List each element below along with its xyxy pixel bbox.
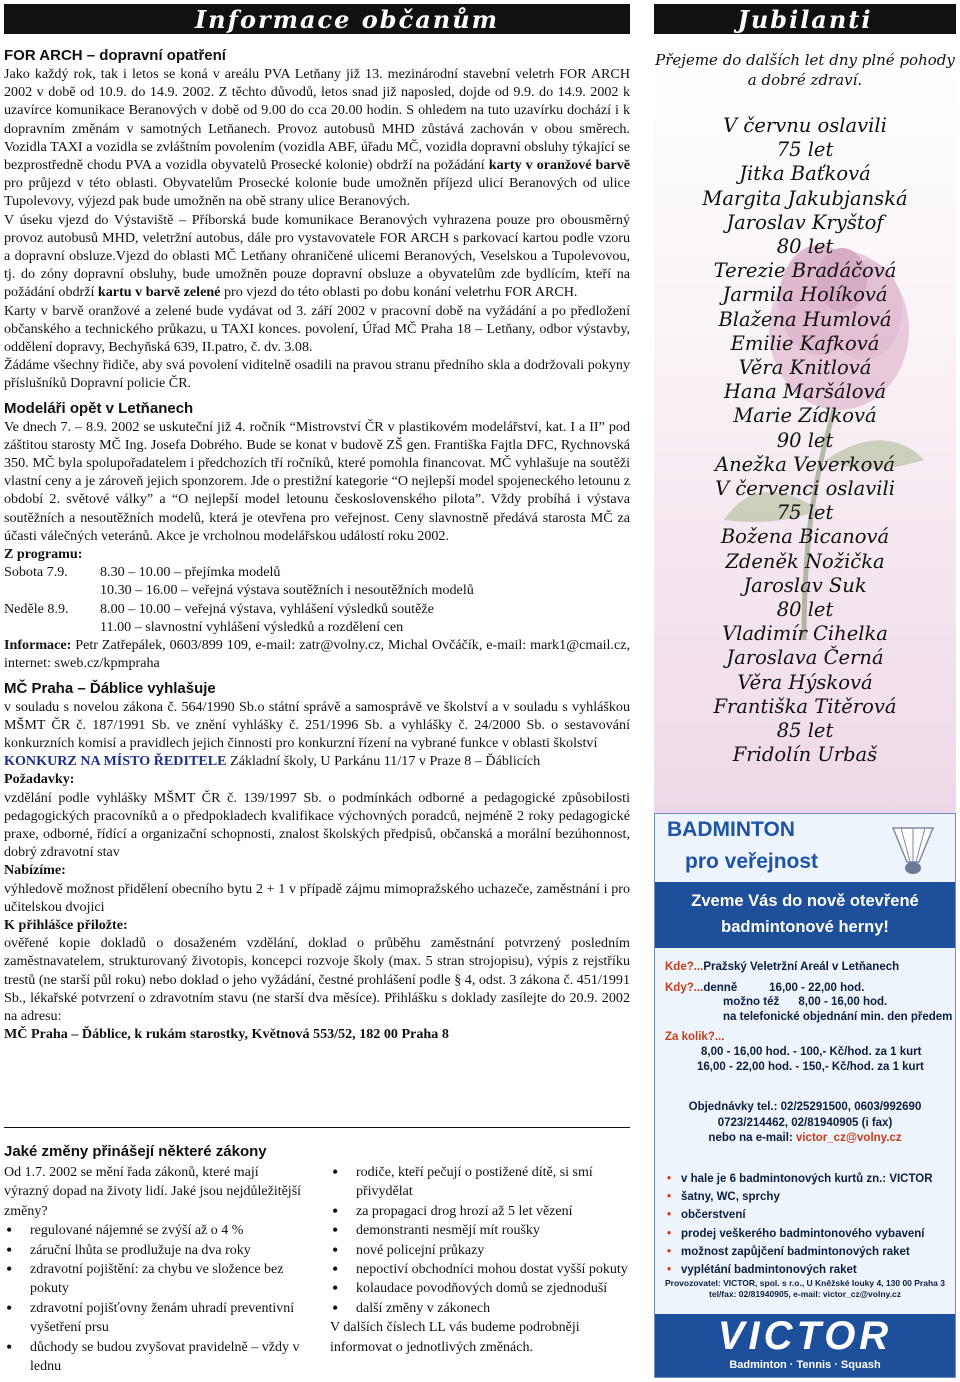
list-item: • nové policejní průkazy	[330, 1241, 630, 1260]
invitation-band	[655, 882, 955, 948]
list-item: • zdravotní pojišťovny ženám uhradí preventivní vyšetření prsu	[4, 1299, 306, 1338]
when-line2: možno též 8,00 - 16,00 hod.	[723, 996, 888, 1009]
jubilanti-line: Anežka Veverková	[714, 452, 895, 476]
orders-line1: Objednávky tel.: 02/25291500, 0603/992690	[688, 1101, 922, 1113]
article-zakony-intro: Od 1.7. 2002 se mění řada zákonů, které mají výrazný dopad na životy lidí. Jaké jsou nejdůležitější změny?	[4, 1165, 302, 1219]
jubilanti-header	[654, 4, 956, 34]
invitation-line1: Zveme Vás do nově otevřené	[691, 892, 919, 910]
feature-item: • prodej veškerého badmintonového vybavení	[667, 1225, 933, 1243]
jubilanti-line: Hana Maršálová	[723, 380, 887, 404]
article-dablice-title: MČ Praha – Ďáblice vyhlašuje	[4, 679, 216, 697]
program-schedule	[4, 563, 630, 636]
schedule-day	[4, 581, 100, 599]
article-dablice-p1: v souladu s novelou zákona č. 564/1990 Sb.o státní správě a samosprávě ve školství a v souladu s vyhláškou MŠMT ČR č. 187/1991 Sb. ve znění vyhlášky č. 251/1996 Sb. a vyhlášky č. 24/2000 Sb. o sestavování konkurzních komisí a pravidlech jejich činnosti pro konkurzní řízení na vybrané funkce v oblasti školství	[4, 698, 630, 751]
schedule-item: 11.00 – slavnostní vyhlášení výsledků a rozdělení cen	[100, 618, 404, 635]
victor-logo-text: VICTOR	[717, 1314, 893, 1358]
jubilanti-line: Terezie Bradáčová	[713, 259, 897, 283]
orders	[655, 1100, 955, 1147]
schedule-day: Neděle 8.9.	[4, 600, 69, 617]
jubilanti-line: Emilie Kafková	[730, 331, 880, 355]
jubilanti-line: Věra Knitlová	[738, 356, 872, 380]
jubilanti-line: Jarmila Holíková	[722, 283, 888, 307]
jubilanti-list	[654, 114, 956, 767]
article-zakony-title: Jaké změny přinášejí některé zákony	[4, 1143, 267, 1160]
badminton-info	[665, 960, 952, 1074]
invitation-line2: badmintonové herny!	[721, 918, 889, 936]
when-line3: na telefonické objednání min. den předem	[723, 1010, 953, 1023]
when-line1: denně 16,00 - 22,00 hod.	[703, 981, 865, 994]
provider-info	[655, 1278, 955, 1300]
schedule-day: Sobota 7.9.	[4, 564, 68, 581]
jubilanti-line: Vladimír Cihelka	[722, 622, 888, 646]
article-forarch-p4: Žádáme všechny řidiče, aby svá povolení viditelně osadili na pravou stranu předního skla a dodržovali pokyny příslušníků Dopravní policie ČR.	[4, 357, 630, 392]
article-forarch-p1: Jako každý rok, tak i letos se koná v areálu PVA Letňany již 13. mezinárodní stavební veletrh FOR ARCH 2002 v době od 10.9. do 14.9. 2002. Z těchto důvodů, letos snad již naposled, dojde od 9.9. do 14.9. 2002 k uzavírce komunikace Beranových v době od 9.00 do cca 20.00 hodin. S ohledem na tuto uzavírku dochází i k dopravním změnám v samotných Letňanech. Provoz autobusů MHD zůstává zachován v obou směrech. Vozidla TAXI a vozidla se zvláštním povolením (vozidla ABF, úřadu MČ, vozidla dopravní obsluhy týkající se bezprostředně chodu PVA a vozidla obyvatelů Prosecké kolonie) obdrží na požádání karty v oranžové barvě pro průjezd v této oblasti. Obyvatelům Prosecké kolonie bude umožněn příjezd ulicí Beranových od ulice Tupolevovy, výjezd pak bude umožněn na obě strany ulice Beranových.	[4, 66, 631, 210]
jubilanti-line: 80 let	[776, 598, 834, 622]
jubilanti-intro: Přejeme do dalších let dny plné pohody a dobré zdraví.	[655, 51, 955, 89]
where-text: Pražský Veletržní Areál v Letňanech	[703, 961, 900, 973]
jubilanti-panel	[654, 40, 956, 813]
jubilanti-line: 75 let	[776, 501, 834, 525]
requirements-text: vzdělání podle vyhlášky MŠMT ČR č. 139/1997 Sb. o podmínkách odborné a pedagogické způsobilosti pedagogických pracovníků a o předpokladech kvalifikace výchovných poradců, nejméně 2 roky pedagogické praxe, odborné, řídící a organizační schopnosti, znalost školských předpisů, občanská a morální bezúhonnost, dobrý zdravotní stav	[4, 789, 630, 861]
attachments-text: ověřené kopie dokladů o dosaženém vzdělání, doklad o průběhu zaměstnání potvrzený posledním zaměstnavatelem, strukturovaný životopis, koncepci rozvoje školy (max. 5 stran strojopisu), výpis z rejstříku trestů (ne starší půl roku) nebo doklad o jeho vyžádání, čestné prohlášení podle § 4, odst. 3 zákona č. 451/1991 Sb., lékařské potvrzení o zdravotním stavu (ne starší dva měsíce). Přihlášku s doklady zasílejte do 20.9. 2002 na adresu:	[4, 935, 630, 1024]
schedule-item: 8.30 – 10.00 – přejímka modelů	[100, 564, 281, 581]
jubilanti-line: Věra Hýsková	[737, 670, 873, 694]
feature-item: • v hale je 6 badmintonových kurtů zn.: VICTOR	[667, 1170, 933, 1188]
list-item: • kolaudace povodňových domů se zjednoduší	[330, 1279, 630, 1298]
jubilanti-line: Fridolín Urbaš	[732, 743, 878, 767]
jubilanti-line: Marie Zídková	[733, 404, 877, 428]
offer-label: Nabízíme:	[4, 862, 66, 879]
informace-header	[4, 4, 630, 34]
jubilanti-line: 80 let	[776, 235, 834, 259]
main-articles	[4, 46, 630, 1043]
informace-header-title: Informace občanům	[194, 4, 500, 34]
article-modelari-title: Modeláři opět v Letňanech	[4, 399, 194, 417]
orders-line3: nebo na e-mail: victor_cz@volny.cz	[708, 1132, 902, 1145]
list-item: • za propagaci drog hrozí až 5 let vězení	[330, 1202, 630, 1221]
section-divider	[4, 1127, 630, 1128]
offer-text: výhledově možnost přidělení obecního bytu 2 + 1 v případě zájmu mimopražského uchazeče, zaměstnání i pro učitelskou dvojici	[4, 880, 630, 915]
jubilanti-line: 85 let	[776, 719, 834, 743]
feature-item: • šatny, WC, sprchy	[667, 1188, 933, 1206]
price-label: Za kolik?...	[665, 1031, 725, 1044]
jubilanti-line: Jitka Baťková	[739, 162, 871, 186]
article-zakony-right	[330, 1163, 630, 1357]
article-modelari-info: Informace: Petr Zatřepálek, 0603/899 109, e-mail: zatr@volny.cz, Michal Ovčáčík, e-mail: mark1@cmail.cz, internet: sweb.cz/kpmpraha	[4, 637, 630, 672]
article-forarch-p2: V úseku vjezd do Výstaviště – Příborská bude komunikace Beranových vyhrazena pouze pro obousměrný provoz autobusů MHD, veletržní autobus, dále pro vystavovatele FOR ARCH s parkovací kartou podle vzoru a dopravní obsluze.Vjezd do oblasti MČ Letňany ohraničené ulicemi Beranových, Veselskou a Tupolevovou, tj. do zóny dopravní obsluhy, bude umožněn pouze dopravní obsluze a obyvatelům zde bydlícím, kteří na požádání obdrží kartu v barvě zelené pro vjezd do této oblasti po dobu konání veletrhu FOR ARCH.	[4, 211, 630, 301]
list-item: • další změny v zákonech	[330, 1299, 630, 1318]
badminton-subtitle: pro veřejnost	[685, 850, 819, 873]
jubilanti-line: 75 let	[776, 138, 834, 162]
schedule-item: 8.00 – 10.00 – veřejná výstava, vyhlášení výsledků soutěže	[100, 600, 434, 617]
feature-item: • občerstvení	[667, 1206, 933, 1224]
price-line1: 8,00 - 16,00 hod. - 100,- Kč/hod. za 1 kurt	[701, 1045, 922, 1058]
jubilanti-line: Margita Jakubjanská	[702, 186, 908, 210]
list-item: • demonstranti nesmějí mít roušky	[330, 1221, 630, 1240]
victor-logo-subtitle: Badminton · Tennis · Squash	[729, 1359, 881, 1371]
article-zakony-closing: V dalších číslech LL vás budeme podrobněji informovat o jednotlivých změnách.	[330, 1320, 580, 1355]
article-zakony-left	[4, 1163, 306, 1376]
article-modelari-p1: Ve dnech 7. – 8.9. 2002 se uskuteční již 4. ročník “Mistrovství ČR v plastikovém modelářství, kat. I a II” pod záštitou starosty MČ Ing. Josefa Dobrého. Bude se konat v budově ZŠ gen. Františka Fajtla DFC, Rychnovská 350. MČ byla spolupořadatelem i předchozích tří ročníků, které pomohla financovat. MČ vyhlašuje na soutěži vlastní ceny a je zároveň jejich sponzorem. Jde o prestižní kategorie “O nejlepší model spojeneckého letounu z období 2. světové války” a “O nejlepší model letounu československého pilota”. Vždy probíhá i výstava soutěžních a nesoutěžních modelů, která je otevřena pro veřejnost. Ceny slavnostně předává starosta MČ za účasti válečných veteránů. Akce je vrcholnou modelářskou událostí roku 2002.	[4, 418, 630, 544]
jubilanti-line: Božena Bicanová	[720, 525, 890, 549]
list-item: • rodiče, kteří pečují o postižené dítě, si smí přivydělat	[330, 1163, 630, 1202]
program-label: Z programu:	[4, 546, 83, 563]
when-label: Kdy?...	[665, 981, 704, 994]
jubilanti-line: Jaroslava Černá	[726, 646, 884, 670]
badminton-title: BADMINTON	[667, 818, 795, 841]
dablice-address: MČ Praha – Ďáblice, k rukám starostky, Květnová 553/52, 182 00 Praha 8	[4, 1026, 449, 1043]
badminton-advert	[654, 813, 956, 1378]
attachments-label: K přihlášce přiložte:	[4, 916, 128, 933]
orders-email-link[interactable]: victor_cz@volny.cz	[795, 1132, 902, 1145]
orders-line2: 0723/214462, 02/81940905 (i fax)	[717, 1116, 893, 1129]
victor-logo	[655, 1314, 955, 1378]
list-item: • zdravotní pojištění: za chybu ve složence bez pokuty	[4, 1260, 306, 1299]
requirements-label: Požadavky:	[4, 771, 75, 788]
schedule-item: 10.30 – 16.00 – veřejná výstava soutěžních i nesoutěžních modelů	[100, 582, 474, 599]
jubilanti-line: Zdeněk Nožička	[725, 549, 885, 573]
provider-line2: tel/fax: 02/81940905, e-mail: victor_cz@volny.cz	[709, 1289, 901, 1299]
provider-line1: Provozovatel: VICTOR, spol. s r.o., U Kněžské louky 4, 130 00 Praha 3	[665, 1278, 945, 1288]
feature-item: • vyplétání badmintonových raket	[667, 1261, 933, 1279]
shuttlecock-icon	[885, 822, 941, 878]
where-label: Kde?...	[665, 961, 704, 973]
article-forarch-title: FOR ARCH – dopravní opatření	[4, 47, 226, 64]
list-item: • důchody se budou zvyšovat pravidelně – vždy v lednu	[4, 1338, 306, 1377]
jubilanti-line: Jaroslav Kryštof	[726, 210, 884, 234]
price-line2: 16,00 - 22,00 hod. - 150,- Kč/hod. za 1 kurt	[697, 1060, 924, 1073]
article-forarch-p3: Karty v barvě oranžové a zelené bude vydávat od 3. září 2002 v pracovní době na vyžádání a po předložení občanského a technického průkazu, u TAXI konces. povolení, Úřad MČ Praha 18 – Letňany, odbor výstavby, oddělení dopravy, Bechyňská 639, II.patro, č. dv. 3.08.	[4, 302, 630, 356]
jubilanti-line: Blažena Humlová	[718, 307, 892, 331]
jubilanti-line: V červenci oslavili	[715, 477, 895, 501]
jubilanti-line: 90 let	[776, 428, 834, 452]
list-item: • záruční lhůta se prodlužuje na dva roky	[4, 1241, 306, 1260]
schedule-day	[4, 618, 100, 636]
list-item: • nepoctiví obchodníci mohou dostat vyšší pokuty	[330, 1260, 630, 1279]
badminton-features	[667, 1170, 933, 1279]
zakony-list-left	[4, 1221, 306, 1376]
jubilanti-line: V červnu oslavili	[723, 114, 887, 137]
list-item: • regulované nájemné se zvýší až o 4 %	[4, 1221, 306, 1240]
feature-item: • možnost zapůjčení badmintonových raket	[667, 1243, 933, 1261]
jubilanti-line: Františka Titěrová	[713, 694, 897, 718]
jubilanti-header-title: Jubilanti	[737, 4, 873, 34]
jubilanti-line: Jaroslav Suk	[743, 573, 867, 597]
zakony-list-right	[330, 1163, 630, 1318]
article-dablice-konkurz: KONKURZ NA MÍSTO ŘEDITELE Základní školy, U Parkánu 11/17 v Praze 8 – Ďáblicích	[4, 753, 541, 770]
